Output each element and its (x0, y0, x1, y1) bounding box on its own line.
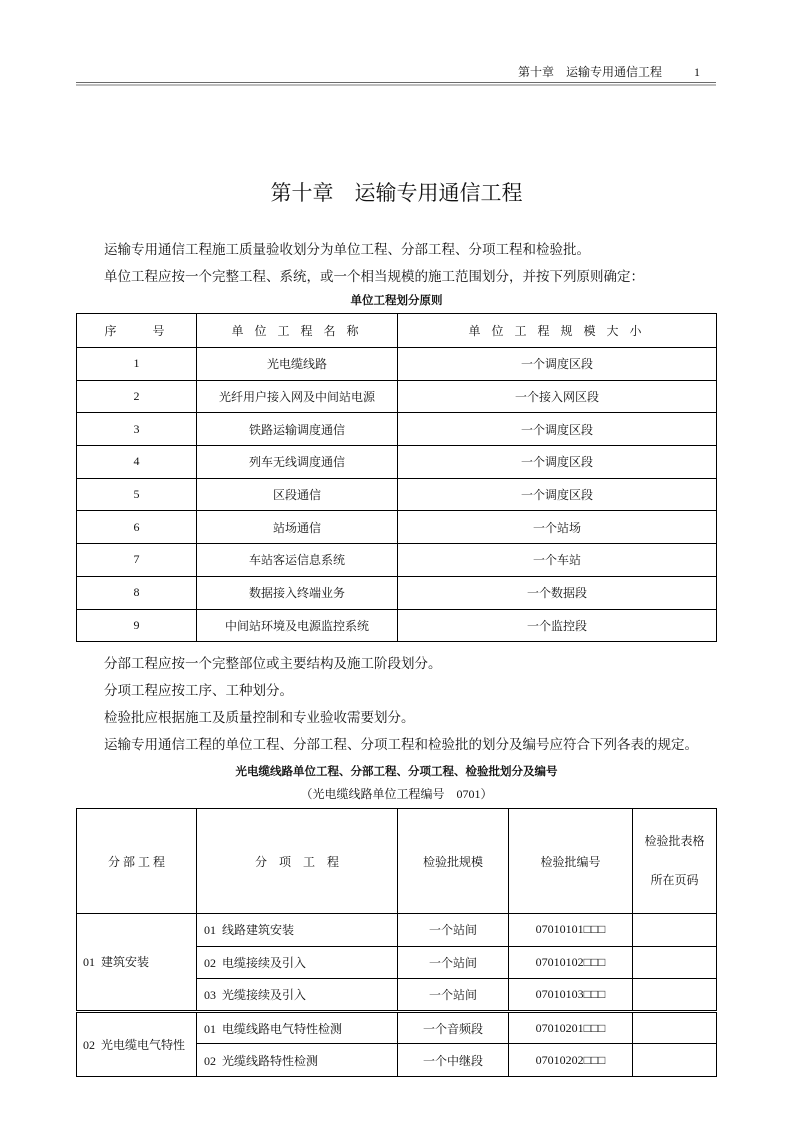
cell-batch-scale: 一个音频段 (398, 1011, 509, 1044)
cell-batch-code: 07010102□□□ (509, 946, 633, 979)
cell-unit-name: 车站客运信息系统 (197, 544, 398, 577)
cell-form-page (633, 914, 717, 947)
cell-batch-scale: 一个站间 (398, 914, 509, 947)
cell-unit-scale: 一个站场 (398, 511, 717, 544)
cell-index: 3 (77, 413, 197, 446)
paragraph: 分部工程应按一个完整部位或主要结构及施工阶段划分。 (104, 656, 442, 671)
table-header-row (77, 809, 717, 914)
table-row (77, 446, 717, 479)
paragraph: 运输专用通信工程施工质量验收划分为单位工程、分部工程、分项工程和检验批。 (104, 242, 590, 257)
column-header-form-page-line: 所在页码 (650, 873, 699, 887)
cell-subitem: 03 光缆接续及引入 (197, 979, 398, 1012)
cell-unit-scale: 一个接入网区段 (398, 380, 717, 413)
column-header-unit-name: 单 位 工 程 名 称 (197, 314, 398, 348)
cell-subitem: 02 光缆线路特性检测 (197, 1044, 398, 1077)
cell-unit-scale: 一个监控段 (398, 609, 717, 642)
cell-index: 1 (77, 348, 197, 381)
unit-table-caption: 单位工程划分原则 (350, 293, 443, 307)
cell-form-page (633, 1044, 717, 1077)
cell-unit-scale: 一个调度区段 (398, 446, 717, 479)
cell-unit-scale: 一个车站 (398, 544, 717, 577)
cell-batch-scale: 一个站间 (398, 979, 509, 1012)
cell-form-page (633, 946, 717, 979)
division-coding-table (76, 808, 717, 1077)
table-row (77, 544, 717, 577)
cell-batch-code: 07010101□□□ (509, 914, 633, 947)
paragraph: 运输专用通信工程的单位工程、分部工程、分项工程和检验批的划分及编号应符合下列各表的规定。 (104, 737, 698, 752)
cell-unit-name: 光纤用户接入网及中间站电源 (197, 380, 398, 413)
table-row (77, 511, 717, 544)
body-paragraphs (76, 650, 716, 758)
table-row (77, 1011, 717, 1044)
unit-division-table (76, 313, 717, 642)
cell-unit-scale: 一个调度区段 (398, 413, 717, 446)
paragraph: 分项工程应按工序、工种划分。 (104, 683, 293, 698)
intro-paragraphs (76, 236, 716, 290)
cell-index: 7 (77, 544, 197, 577)
cell-subitem: 01 电缆线路电气特性检测 (197, 1011, 398, 1044)
table-row (77, 576, 717, 609)
header-rule (76, 82, 716, 86)
cell-unit-scale: 一个数据段 (398, 576, 717, 609)
cell-division: 01 建筑安装 (77, 914, 197, 1012)
division-table-subcaption: （光电缆线路单位工程编号 0701） (300, 787, 493, 801)
cell-unit-scale: 一个调度区段 (398, 478, 717, 511)
cell-unit-name: 站场通信 (197, 511, 398, 544)
cell-unit-name: 中间站环境及电源监控系统 (197, 609, 398, 642)
cell-batch-scale: 一个站间 (398, 946, 509, 979)
table-row (77, 478, 717, 511)
cell-index: 5 (77, 478, 197, 511)
column-header-unit-scale: 单 位 工 程 规 模 大 小 (398, 314, 717, 348)
page-number: 1 (694, 65, 700, 79)
cell-unit-name: 数据接入终端业务 (197, 576, 398, 609)
running-header-title: 第十章 运输专用通信工程 (517, 65, 662, 79)
cell-index: 8 (77, 576, 197, 609)
table-row (77, 348, 717, 381)
cell-subitem: 02 电缆接续及引入 (197, 946, 398, 979)
cell-index: 6 (77, 511, 197, 544)
cell-index: 2 (77, 380, 197, 413)
paragraph: 单位工程应按一个完整工程、系统，或一个相当规模的施工范围划分，并按下列原则确定： (104, 269, 644, 284)
table-row (77, 380, 717, 413)
cell-unit-name: 列车无线调度通信 (197, 446, 398, 479)
cell-unit-name: 光电缆线路 (197, 348, 398, 381)
cell-unit-scale: 一个调度区段 (398, 348, 717, 381)
table-header-row (77, 314, 717, 348)
cell-division: 02 光电缆电气特性 (77, 1011, 197, 1076)
table-row (77, 609, 717, 642)
cell-unit-name: 铁路运输调度通信 (197, 413, 398, 446)
column-header-batch-scale: 检验批规模 (398, 809, 509, 914)
column-header-division: 分 部 工 程 (77, 809, 197, 914)
column-header-form-page-line: 检验批表格 (644, 834, 705, 848)
cell-unit-name: 区段通信 (197, 478, 398, 511)
cell-index: 9 (77, 609, 197, 642)
table-row (77, 914, 717, 947)
paragraph: 检验批应根据施工及质量控制和专业验收需要划分。 (104, 710, 415, 725)
cell-form-page (633, 1011, 717, 1044)
cell-batch-code: 07010201□□□ (509, 1011, 633, 1044)
cell-batch-code: 07010103□□□ (509, 979, 633, 1012)
cell-batch-scale: 一个中继段 (398, 1044, 509, 1077)
column-header-index: 序 号 (77, 314, 197, 348)
chapter-title: 第十章 运输专用通信工程 (270, 181, 523, 205)
cell-index: 4 (77, 446, 197, 479)
column-header-subitem: 分 项 工 程 (197, 809, 398, 914)
division-table-caption: 光电缆线路单位工程、分部工程、分项工程、检验批划分及编号 (235, 764, 558, 778)
cell-form-page (633, 979, 717, 1012)
column-header-batch-code: 检验批编号 (509, 809, 633, 914)
table-row (77, 413, 717, 446)
cell-batch-code: 07010202□□□ (509, 1044, 633, 1077)
column-header-form-page (633, 809, 717, 914)
cell-subitem: 01 线路建筑安装 (197, 914, 398, 947)
